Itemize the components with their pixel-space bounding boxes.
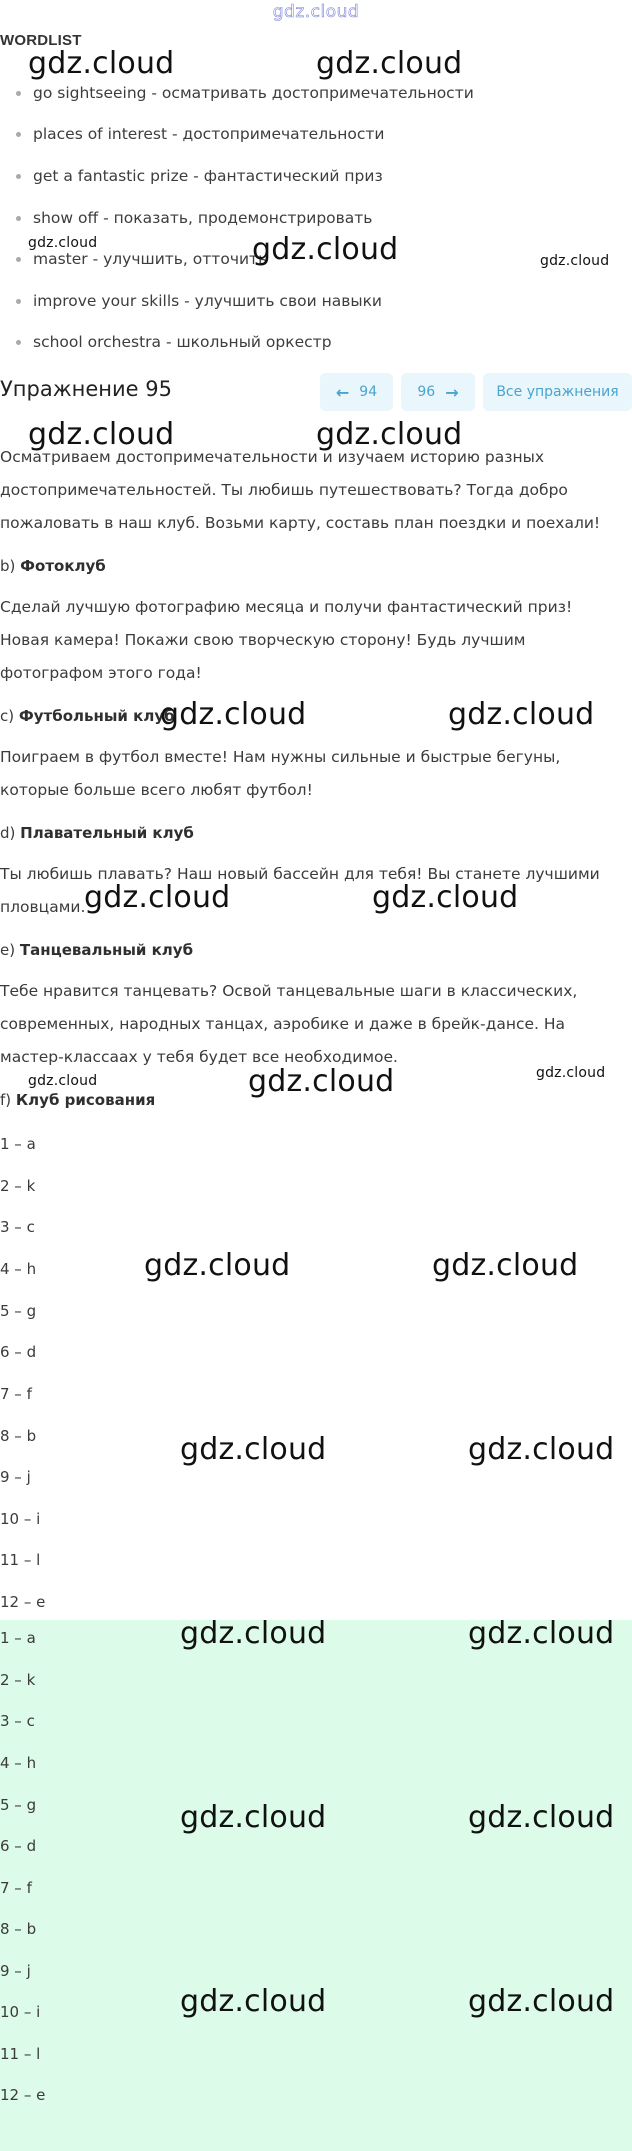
arrow-left-icon: ← bbox=[335, 382, 350, 402]
wordlist-title: WORDLIST bbox=[0, 32, 82, 49]
answer-box bbox=[0, 1620, 632, 2151]
wordlist-item-text: school orchestra - школьный оркестр bbox=[33, 333, 332, 351]
wordlist-item-text: places of interest - достопримечательности bbox=[33, 125, 385, 143]
wordlist-item bbox=[16, 161, 383, 191]
bullet-icon bbox=[16, 340, 21, 345]
watermark: gdz.cloud bbox=[28, 46, 175, 81]
club-heading-c bbox=[0, 707, 175, 725]
answer-box-line: 2 – k bbox=[0, 1671, 36, 1689]
watermark: gdz.cloud bbox=[432, 1248, 579, 1283]
wordlist-item bbox=[16, 286, 382, 316]
wordlist-item-text: show off - показать, продемонстрировать bbox=[33, 209, 373, 227]
club-heading-b bbox=[0, 557, 106, 575]
watermark: gdz.cloud bbox=[536, 1065, 606, 1081]
answer-line: 7 – f bbox=[0, 1385, 32, 1403]
answer-line: 6 – d bbox=[0, 1343, 37, 1361]
watermark: gdz.cloud bbox=[28, 417, 175, 452]
answer-box-line: 5 – g bbox=[0, 1796, 37, 1814]
club-letter: d) bbox=[0, 824, 16, 842]
club-title: Плавательный клуб bbox=[20, 824, 194, 842]
wordlist-item-text: master - улучшить, отточить bbox=[33, 250, 268, 268]
all-exercises-label: Все упражнения bbox=[496, 384, 619, 400]
answer-box-line: 8 – b bbox=[0, 1920, 37, 1938]
answer-line: 3 – c bbox=[0, 1218, 35, 1236]
next-exercise-button[interactable] bbox=[401, 373, 475, 411]
answer-box-line: 9 – j bbox=[0, 1962, 31, 1980]
answer-line: 11 – l bbox=[0, 1551, 41, 1569]
answer-box-line: 7 – f bbox=[0, 1879, 32, 1897]
wordlist-item-text: improve your skills - улучшить свои навыки bbox=[33, 292, 383, 310]
watermark: gdz.cloud bbox=[248, 1064, 395, 1099]
watermark: gdz.cloud bbox=[160, 697, 307, 732]
answer-box-line: 4 – h bbox=[0, 1754, 37, 1772]
answer-box-line: 6 – d bbox=[0, 1837, 37, 1855]
bullet-icon bbox=[16, 91, 21, 96]
watermark: gdz.cloud bbox=[468, 1432, 615, 1467]
bullet-icon bbox=[16, 299, 21, 304]
club-letter: c) bbox=[0, 707, 15, 725]
watermark: gdz.cloud bbox=[316, 417, 463, 452]
club-heading-e bbox=[0, 941, 193, 959]
exercise-title: Упражнение 95 bbox=[0, 377, 172, 401]
club-letter: e) bbox=[0, 941, 16, 959]
prev-exercise-button[interactable] bbox=[320, 373, 393, 411]
answer-box-line: 10 – i bbox=[0, 2003, 41, 2021]
paragraph-a: Осматриваем достопримечательности и изучаем историю разных достопримечательностей. Ты любишь путешествовать? Тогда добро пожаловать в наш клуб. Возьми карту, составь план поездки и поехали! bbox=[0, 448, 601, 532]
bullet-icon bbox=[16, 257, 21, 262]
wordlist-item-text: get a fantastic prize - фантастический приз bbox=[33, 167, 383, 185]
club-heading-d bbox=[0, 824, 194, 842]
club-title: Клуб рисования bbox=[15, 1091, 156, 1109]
club-title: Футбольный клуб bbox=[18, 707, 175, 725]
watermark: gdz.cloud bbox=[144, 1248, 291, 1283]
answer-line: 12 – e bbox=[0, 1593, 46, 1611]
club-letter: f) bbox=[0, 1091, 12, 1109]
watermark: gdz.cloud bbox=[180, 1432, 327, 1467]
bullet-icon bbox=[16, 216, 21, 221]
bullet-icon bbox=[16, 174, 21, 179]
watermark: gdz.cloud bbox=[180, 1616, 327, 1651]
club-title: Танцевальный клуб bbox=[19, 941, 194, 959]
wordlist-item bbox=[16, 203, 372, 233]
site-logo[interactable]: gdz.cloud bbox=[272, 2, 360, 22]
all-exercises-button[interactable] bbox=[483, 373, 632, 411]
watermark: gdz.cloud bbox=[540, 253, 610, 269]
paragraph-e: Тебе нравится танцевать? Освой танцевальные шаги в классических, современных, народных танцах, аэробике и даже в брейк-дансе. На мастер-классаах у тебя будет все необходимое. bbox=[0, 982, 578, 1066]
answer-line: 5 – g bbox=[0, 1302, 37, 1320]
answer-box-line: 11 – l bbox=[0, 2045, 41, 2063]
answer-line: 10 – i bbox=[0, 1510, 41, 1528]
wordlist-item bbox=[16, 119, 385, 149]
paragraph-d: Ты любишь плавать? Наш новый бассейн для тебя! Вы станете лучшими пловцами. bbox=[0, 865, 600, 916]
answer-box-line: 12 – e bbox=[0, 2086, 46, 2104]
answer-line: 8 – b bbox=[0, 1427, 37, 1445]
watermark: gdz.cloud bbox=[28, 1073, 98, 1089]
answer-box-line: 1 – a bbox=[0, 1629, 36, 1647]
bullet-icon bbox=[16, 132, 21, 137]
arrow-right-icon: → bbox=[445, 382, 459, 402]
answer-box-line: 3 – c bbox=[0, 1712, 35, 1730]
watermark: gdz.cloud bbox=[448, 697, 595, 732]
watermark: gdz.cloud bbox=[180, 1984, 327, 2019]
club-title: Фотоклуб bbox=[20, 557, 106, 575]
prev-exercise-label: 94 bbox=[359, 384, 378, 400]
answer-line: 9 – j bbox=[0, 1468, 31, 1486]
answer-line: 2 – k bbox=[0, 1177, 36, 1195]
paragraph-b: Сделай лучшую фотографию месяца и получи фантастический приз! Новая камера! Покажи свою творческую сторону! Будь лучшим фотографом этого года! bbox=[0, 598, 573, 682]
watermark: gdz.cloud bbox=[28, 235, 98, 251]
watermark: gdz.cloud bbox=[252, 232, 399, 267]
wordlist-item bbox=[16, 327, 332, 357]
answer-line: 4 – h bbox=[0, 1260, 37, 1278]
watermark: gdz.cloud bbox=[180, 1800, 327, 1835]
watermark: gdz.cloud bbox=[316, 46, 463, 81]
wordlist-item-text: go sightseeing - осматривать достопримечательности bbox=[33, 84, 474, 102]
watermark: gdz.cloud bbox=[372, 880, 519, 915]
wordlist-item bbox=[16, 78, 474, 108]
paragraph-c: Поиграем в футбол вместе! Нам нужны сильные и быстрые бегуны, которые больше всего любят футбол! bbox=[0, 748, 561, 799]
answer-line: 1 – a bbox=[0, 1135, 36, 1153]
club-letter: b) bbox=[0, 557, 16, 575]
watermark: gdz.cloud bbox=[468, 1984, 615, 2019]
watermark: gdz.cloud bbox=[468, 1800, 615, 1835]
next-exercise-label: 96 bbox=[417, 384, 436, 400]
watermark: gdz.cloud bbox=[468, 1616, 615, 1651]
club-heading-f bbox=[0, 1091, 155, 1109]
watermark: gdz.cloud bbox=[84, 880, 231, 915]
